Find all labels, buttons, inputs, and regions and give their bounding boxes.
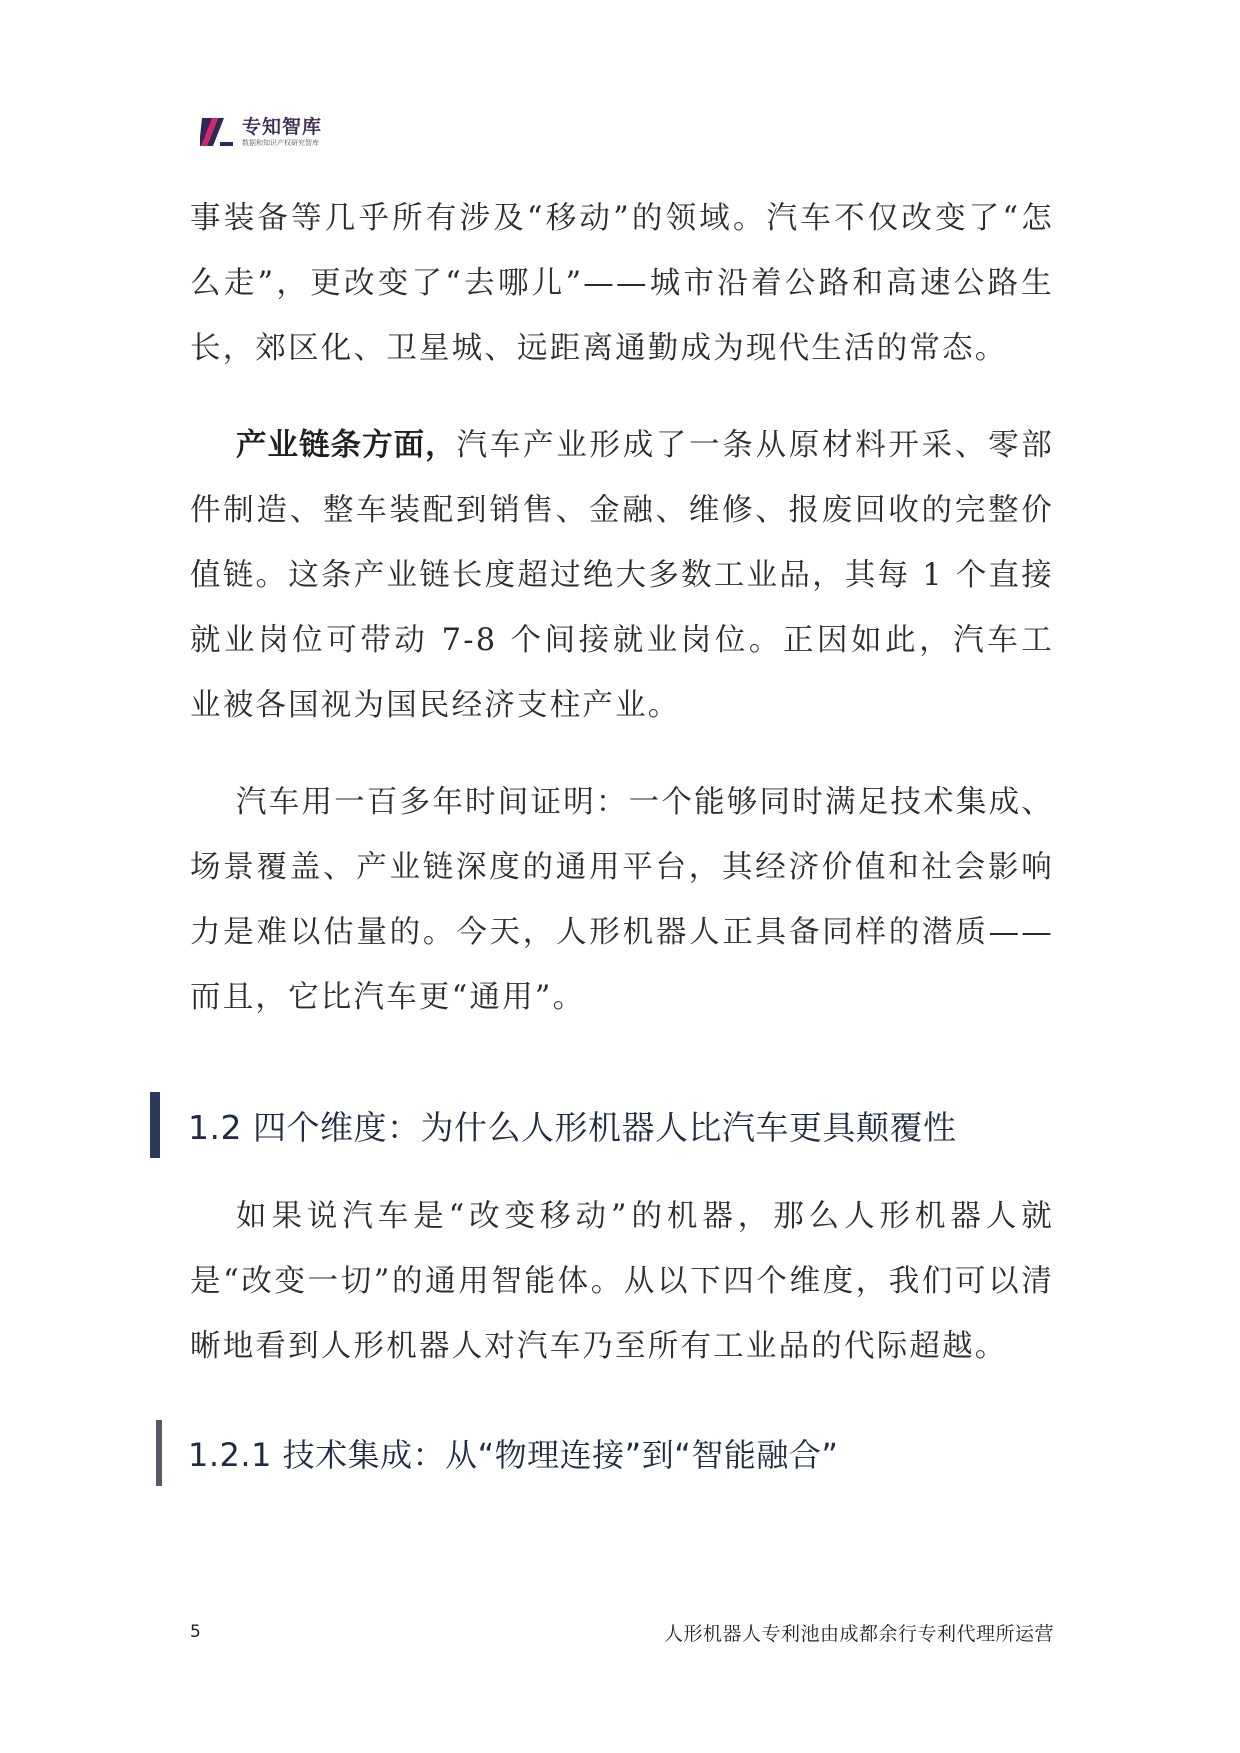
paragraph-4: 如果说汽车是“改变移动”的机器，那么人形机器人就是“改变一切”的通用智能体。从以下四个维度，我们可以清晰地看到人形机器人对汽车乃至所有工业品的代际超越。	[190, 1199, 1054, 1364]
footer-text: 人形机器人专利池由成都余行专利代理所运营	[663, 1622, 1054, 1645]
heading-1-2-1-text: 1.2.1 技术集成：从“物理连接”到“智能融合”	[188, 1436, 839, 1474]
heading-bar	[150, 1092, 160, 1158]
page-number: 5	[190, 1622, 201, 1642]
section-heading-1-2	[150, 1092, 956, 1158]
logo-subtitle: 数据和知识产权研究智库	[242, 139, 319, 147]
logo-mark-icon	[200, 115, 234, 149]
paragraph-1: 事装备等几乎所有涉及“移动”的领域。汽车不仅改变了“怎么走”，更改变了“去哪儿”——城市沿着公路和高速公路生长，郊区化、卫星城、远距离通勤成为现代生活的常态。	[190, 201, 1054, 366]
logo-name: 专知智库	[242, 116, 323, 138]
heading-1-2-text: 1.2 四个维度：为什么人形机器人比汽车更具颠覆性	[188, 1107, 957, 1147]
heading-bar	[156, 1420, 162, 1486]
paragraph-3: 汽车用一百多年时间证明：一个能够同时满足技术集成、场景覆盖、产业链深度的通用平台，其经济价值和社会影响力是难以估量的。今天，人形机器人正具备同样的潜质——而且，它比汽车更“通用”。	[190, 785, 1054, 1015]
section-heading-1-2-1	[156, 1420, 838, 1486]
section-1-2-body	[190, 1184, 1054, 1379]
paragraph-2-body: 汽车产业形成了一条从原材料开采、零部件制造、整车装配到销售、金融、维修、报废回收的完整价值链。这条产业链长度超过绝大多数工业品，其每 1 个直接就业岗位可带动 7-8 个间接就业岗位。正因如此，汽车工业被各国视为国民经济支柱产业。	[190, 428, 1055, 723]
paragraph-2-lead: 产业链条方面，	[236, 428, 457, 463]
main-text	[190, 186, 1054, 1030]
brand-logo	[200, 112, 322, 152]
page-footer	[190, 1617, 1054, 1647]
paragraph-2	[190, 413, 1054, 738]
